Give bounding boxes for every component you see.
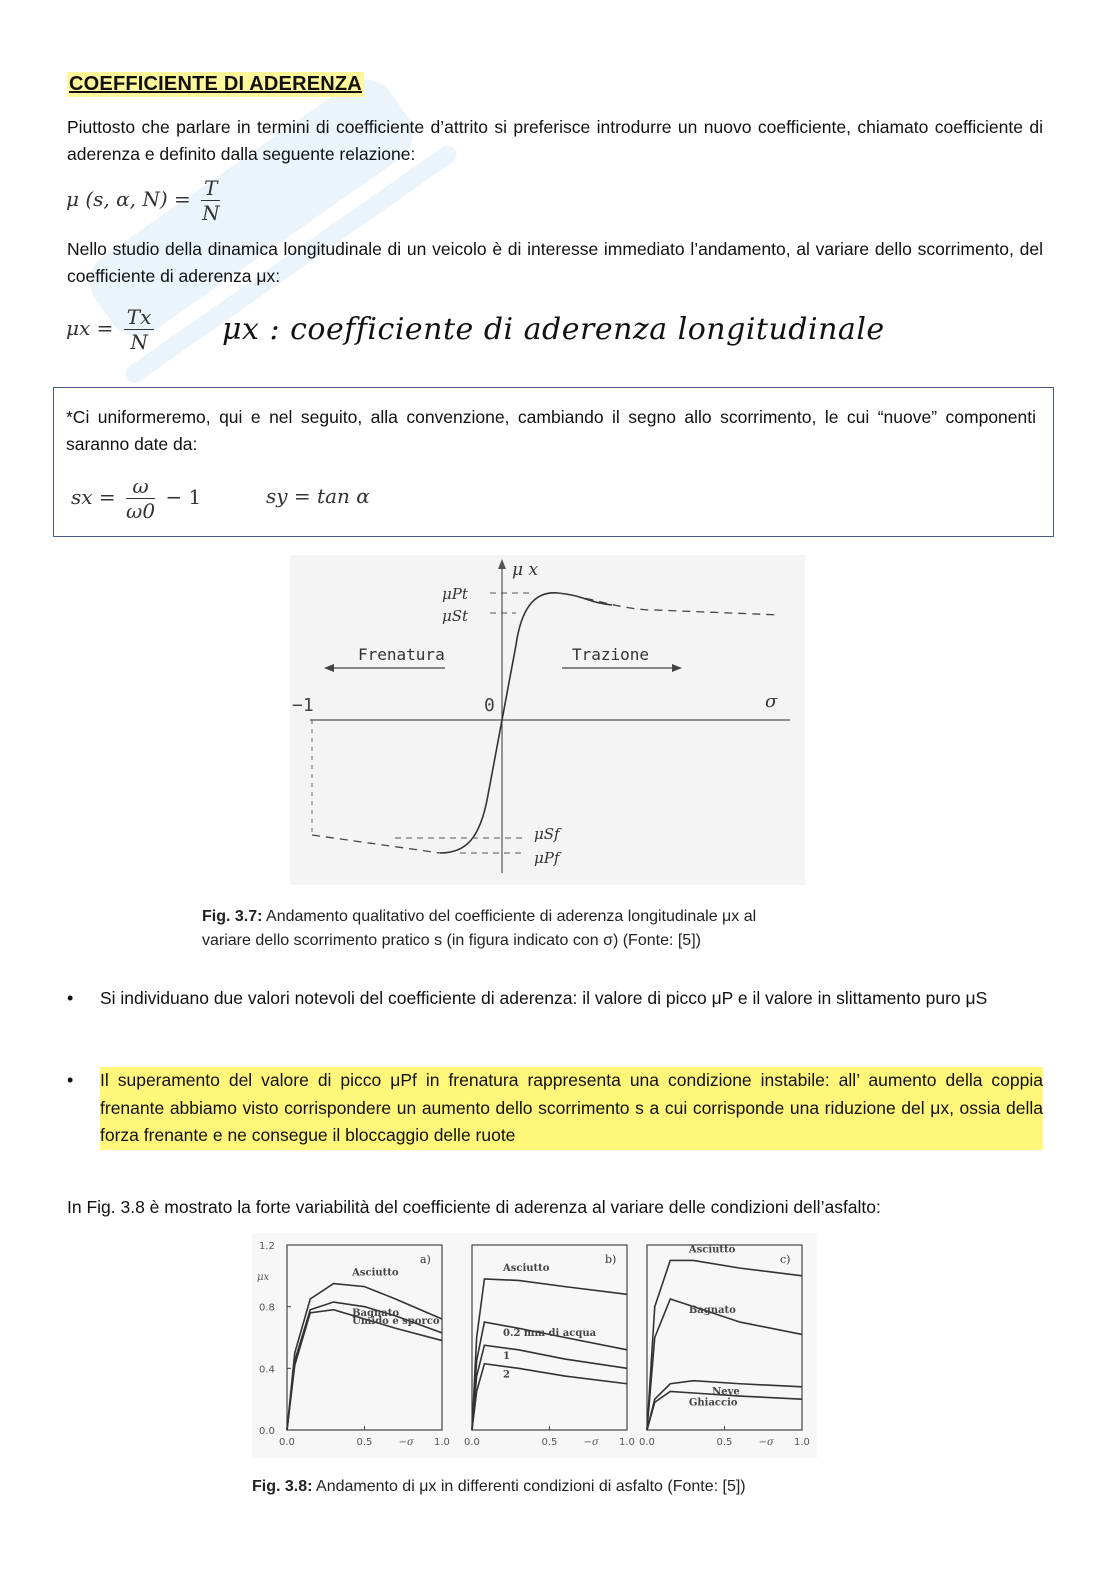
bullet-text-highlighted: Il superamento del valore di picco μPf in frenatura rappresenta una condizione instabile: all’ aumento della coppia frenante abbiamo visto corrispondere un aumento dello scorrimento s a cui corrisponde una riduzione del μx, ossia della forza frenante e ne consegue il bloccaggio delle ruote — [100, 1067, 1043, 1150]
bullet-dot: • — [67, 1070, 74, 1090]
formula2-denominator: N — [130, 330, 148, 354]
formula1-lhs: μ (s, α, N) = — [66, 187, 191, 211]
fig38-intro-paragraph: In Fig. 3.8 è mostrato la forte variabilità del coefficiente di aderenza al variare delle condizioni dell’asfalto: — [67, 1197, 881, 1217]
fig38-x-tick-label: 0.0 — [464, 1437, 480, 1448]
formula-mu-definition — [66, 176, 224, 225]
formula-mu-x — [66, 305, 158, 354]
fig38-y-tick-label: 0.0 — [259, 1426, 275, 1437]
fig37-caption — [202, 905, 756, 953]
fig38-x-tick-label: 1.0 — [794, 1437, 810, 1448]
fig37-caption-line1: Andamento qualitativo del coefficiente di aderenza longitudinale μx al — [266, 908, 757, 925]
fig38-series-label: Asciutto — [503, 1262, 550, 1274]
fig37-x-label: σ — [765, 691, 778, 712]
fig38-y-tick-label: 0.4 — [259, 1364, 275, 1376]
fig38-caption-text: Andamento di μx in differenti condizioni di asfalto (Fonte: [5]) — [316, 1478, 746, 1495]
convention-box — [53, 387, 1054, 537]
formula2-numerator: Tx — [124, 305, 155, 330]
fig38-series-label: 1 — [503, 1351, 510, 1363]
intro-paragraph: Piuttosto che parlare in termini di coefficiente d’attrito si preferisce introdurre un nuovo coefficiente, chiamato coefficiente di aderenza e definito dalla seguente relazione: — [67, 117, 1043, 164]
formula1-denominator: N — [202, 201, 220, 225]
fig38-series-label: 2 — [503, 1369, 510, 1381]
fig38-x-label: −σ — [758, 1437, 774, 1448]
formula1-numerator: T — [201, 176, 220, 201]
fig38-x-tick-label: 0.5 — [356, 1437, 373, 1448]
fig38-x-tick-label: 0.5 — [716, 1437, 733, 1448]
formula-sx — [71, 474, 201, 523]
page-title: COEFFICIENTE DI ADERENZA — [69, 73, 362, 95]
figure-3-7 — [290, 555, 805, 885]
longitudinal-paragraph: Nello studio della dinamica longitudinale di un veicolo è di interesse immediato l’andamento, al variare dello scorrimento, del coefficiente di aderenza μx: — [67, 239, 1043, 286]
fig38-series-label: Bagnato — [688, 1304, 736, 1316]
fig38-x-tick-label: 1.0 — [619, 1437, 635, 1448]
fig38-series-label: Asciutto — [688, 1244, 736, 1256]
fig38-caption-label: Fig. 3.8: — [252, 1478, 313, 1495]
handwritten-note: μx : coefficiente di aderenza longitudinale — [222, 312, 885, 347]
fig38-series-label: 0.2 mm di acqua — [503, 1328, 597, 1340]
fig37-caption-label: Fig. 3.7: — [202, 908, 263, 925]
fig38-y-tick-label: 0.8 — [259, 1302, 275, 1314]
formula-sy: sy = tan α — [266, 484, 370, 508]
fig38-x-label: −σ — [583, 1437, 599, 1448]
fig38-panel-tag: b) — [605, 1253, 617, 1266]
fig38-series-label: Bagnato — [352, 1308, 400, 1320]
fig37-zero: 0 — [484, 695, 495, 716]
fig38-x-tick-label: 0.0 — [639, 1437, 655, 1448]
fig38-x-label: −σ — [398, 1437, 414, 1448]
fig37-frenatura-label: Frenatura — [358, 645, 445, 664]
fig37-mu-sf: μSf — [534, 825, 560, 843]
fig38-series-label: Ghiaccio — [688, 1397, 738, 1409]
sx-denominator: ω0 — [126, 499, 156, 523]
sx-tail: − 1 — [165, 485, 202, 509]
fig38-panel-tag: a) — [420, 1253, 431, 1266]
formula2-fraction — [124, 305, 155, 354]
fig38-y-tick-label: 1.2 — [259, 1241, 275, 1252]
convention-text: *Ci uniformeremo, qui e nel seguito, alla convenzione, cambiando il segno allo scorrimento, le cui “nuove” componenti saranno date da: — [66, 407, 1036, 454]
formula2-lhs: μx = — [66, 316, 114, 340]
fig38-x-tick-label: 0.5 — [541, 1437, 558, 1448]
bullet-item-instability — [67, 1067, 1043, 1151]
fig37-mu-pf: μPf — [534, 849, 560, 867]
fig38-x-tick-label: 1.0 — [434, 1437, 450, 1448]
formula1-fraction — [201, 176, 220, 225]
sx-lhs: sx = — [71, 485, 116, 509]
fig37-mu-st: μSt — [442, 607, 469, 625]
bullet-dot: • — [67, 988, 74, 1008]
fig38-x-tick-label: 0.0 — [279, 1437, 295, 1448]
bullet-item-peak-values — [67, 985, 1043, 1041]
fig38-series-label: Asciutto — [352, 1267, 399, 1279]
fig37-y-label: μ x — [512, 560, 539, 580]
figure-3-8 — [252, 1233, 817, 1458]
sx-fraction — [126, 474, 155, 523]
bullet-text: Si individuano due valori notevoli del coefficiente di aderenza: il valore di picco μP e il valore in slittamento puro μS — [100, 988, 988, 1008]
sx-numerator: ω — [126, 474, 155, 499]
fig37-minus-one: −1 — [292, 695, 314, 716]
fig38-y-label: μx — [257, 1271, 270, 1283]
fig38-series-label: Umido e sporco — [352, 1315, 440, 1327]
fig37-caption-line2: variare dello scorrimento pratico s (in figura indicato con σ) (Fonte: [5]) — [202, 932, 701, 949]
fig38-caption — [252, 1475, 746, 1499]
fig38-series-label: Neve — [712, 1386, 740, 1398]
fig38-panel-tag: c) — [780, 1253, 791, 1266]
fig37-trazione-label: Trazione — [572, 645, 650, 664]
fig37-mu-pt: μPt — [442, 585, 468, 603]
